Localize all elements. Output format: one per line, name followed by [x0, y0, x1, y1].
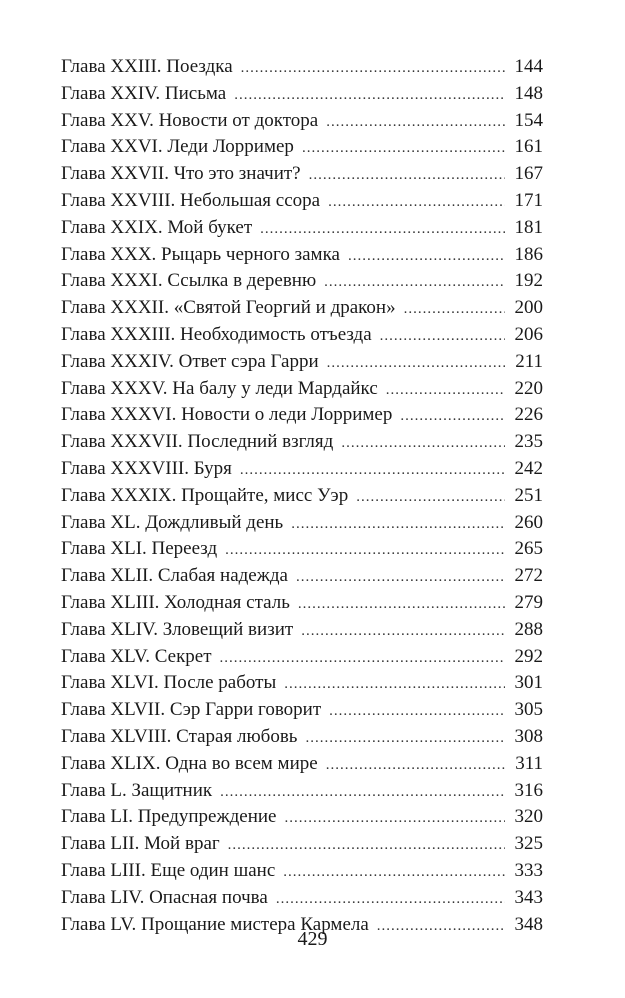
toc-entry-title: Глава XLII. Слабая надежда: [61, 565, 288, 587]
toc-dot-leader: [225, 537, 505, 564]
page-number: 429: [297, 928, 328, 950]
toc-entry-page: 305: [514, 699, 543, 721]
toc-entry-title: Глава LI. Предупреждение: [61, 806, 277, 828]
toc-entry-page: 235: [514, 431, 543, 453]
toc-entry-page: 220: [514, 377, 543, 399]
toc-entry: [61, 858, 543, 885]
toc-entry-page: 192: [514, 270, 543, 292]
toc-entry-page: 200: [514, 297, 543, 319]
toc-entry-title: Глава XXIV. Письма: [61, 82, 227, 104]
toc-entry-page: 211: [515, 350, 543, 372]
toc-dot-leader: [276, 886, 505, 913]
toc-entry: [61, 724, 543, 751]
toc-entry-page: 206: [514, 323, 543, 345]
toc-entry-title: Глава XXXV. На балу у леди Мардайкс: [61, 377, 378, 399]
toc-dot-leader: [284, 671, 505, 698]
toc-entry-page: 311: [515, 752, 543, 774]
toc-entry: [61, 644, 543, 671]
toc-dot-leader: [296, 564, 505, 591]
toc-entry-page: 272: [514, 565, 543, 587]
toc-entry-title: Глава XXXIII. Необходимость отъезда: [61, 323, 372, 345]
toc-entry-title: Глава XLIX. Одна во всем мире: [61, 752, 318, 774]
toc-entry-page: 308: [514, 725, 543, 747]
toc-entry: [61, 349, 543, 376]
toc-entry: [61, 429, 543, 456]
toc-entry: [61, 376, 543, 403]
toc-dot-leader: [260, 216, 505, 243]
toc-entry-page: 242: [514, 457, 543, 479]
toc-entry-title: Глава LV. Прощание мистера Кармела: [61, 913, 369, 935]
toc-dot-leader: [240, 457, 505, 484]
toc-entry: [61, 804, 543, 831]
toc-entry: [61, 510, 543, 537]
toc-entry-title: Глава XXV. Новости от доктора: [61, 109, 319, 131]
toc-entry: [61, 242, 543, 269]
toc-entry-title: Глава XXX. Рыцарь черного замка: [61, 243, 340, 265]
toc-entry-page: 301: [514, 672, 543, 694]
table-of-contents: [61, 54, 543, 938]
toc-entry-title: Глава XLVIII. Старая любовь: [61, 725, 298, 747]
toc-entry-title: Глава XXIX. Мой букет: [61, 216, 253, 238]
toc-dot-leader: [326, 109, 505, 136]
toc-entry-page: 251: [514, 484, 543, 506]
toc-entry-page: 325: [514, 833, 543, 855]
toc-dot-leader: [404, 296, 505, 323]
toc-entry: [61, 590, 543, 617]
toc-entry-title: Глава XXVIII. Небольшая ссора: [61, 189, 321, 211]
toc-entry-title: Глава XLVI. После работы: [61, 672, 277, 694]
toc-entry-page: 320: [514, 806, 543, 828]
toc-entry: [61, 778, 543, 805]
toc-entry: [61, 188, 543, 215]
toc-entry-title: Глава XXXVI. Новости о леди Лорример: [61, 404, 393, 426]
toc-entry-page: 343: [514, 886, 543, 908]
toc-entry-title: Глава XXXIV. Ответ сэра Гарри: [61, 350, 319, 372]
toc-entry: [61, 751, 543, 778]
toc-entry-title: Глава XLIII. Холодная сталь: [61, 591, 290, 613]
toc-entry-title: Глава XXXIX. Прощайте, мисс Уэр: [61, 484, 349, 506]
toc-entry: [61, 402, 543, 429]
toc-entry-page: 161: [514, 136, 543, 158]
toc-entry-page: 144: [514, 56, 543, 77]
toc-dot-leader: [241, 55, 505, 82]
toc-dot-leader: [400, 403, 505, 430]
toc-entry: [61, 161, 543, 188]
toc-dot-leader: [380, 323, 505, 350]
toc-dot-leader: [329, 698, 505, 725]
toc-entry-page: 333: [514, 859, 543, 881]
toc-entry-title: Глава XXXVII. Последний взгляд: [61, 431, 334, 453]
toc-dot-leader: [220, 779, 505, 806]
toc-entry-page: 260: [514, 511, 543, 533]
toc-entry-page: 292: [514, 645, 543, 667]
toc-entry: [61, 483, 543, 510]
toc-entry-page: 316: [514, 779, 543, 801]
toc-dot-leader: [309, 162, 505, 189]
toc-entry: [61, 670, 543, 697]
toc-dot-leader: [283, 859, 505, 886]
toc-entry-title: Глава XXVII. Что это значит?: [61, 163, 301, 185]
toc-entry-title: Глава XLVII. Сэр Гарри говорит: [61, 699, 322, 721]
toc-entry: [61, 885, 543, 912]
toc-entry-title: Глава XXIII. Поездка: [61, 56, 233, 77]
toc-entry-page: 181: [514, 216, 543, 238]
toc-entry-title: Глава LIV. Опасная почва: [61, 886, 268, 908]
toc-entry-page: 288: [514, 618, 543, 640]
toc-entry: [61, 268, 543, 295]
toc-dot-leader: [324, 269, 505, 296]
toc-dot-leader: [386, 377, 505, 404]
toc-entry: [61, 295, 543, 322]
toc-entry-page: 186: [514, 243, 543, 265]
toc-entry: [61, 322, 543, 349]
toc-entry-page: 154: [514, 109, 543, 131]
toc-dot-leader: [234, 82, 505, 109]
toc-entry-page: 265: [514, 538, 543, 560]
toc-entry-title: Глава XLI. Переезд: [61, 538, 218, 560]
toc-entry: [61, 108, 543, 135]
toc-entry-title: Глава XXVI. Леди Лорример: [61, 136, 294, 158]
toc-entry: [61, 81, 543, 108]
toc-dot-leader: [302, 135, 505, 162]
toc-dot-leader: [291, 511, 505, 538]
toc-dot-leader: [328, 189, 505, 216]
toc-dot-leader: [298, 591, 505, 618]
toc-dot-leader: [284, 805, 505, 832]
toc-entry: [61, 697, 543, 724]
toc-entry-title: Глава XLIV. Зловещий визит: [61, 618, 294, 640]
toc-entry-page: 171: [514, 189, 543, 211]
toc-entry-title: Глава XLV. Секрет: [61, 645, 212, 667]
toc-entry: [61, 456, 543, 483]
toc-dot-leader: [301, 618, 505, 645]
toc-entry-page: 167: [514, 163, 543, 185]
toc-entry-title: Глава XL. Дождливый день: [61, 511, 284, 533]
toc-entry-page: 348: [514, 913, 543, 935]
toc-entry-page: 148: [514, 82, 543, 104]
toc-dot-leader: [305, 725, 505, 752]
toc-entry: [61, 831, 543, 858]
toc-entry-title: Глава XXXII. «Святой Георгий и дракон»: [61, 297, 396, 319]
toc-dot-leader: [220, 645, 505, 672]
toc-entry-title: Глава LIII. Еще один шанс: [61, 859, 276, 881]
toc-entry: [61, 134, 543, 161]
toc-dot-leader: [341, 430, 505, 457]
toc-dot-leader: [356, 484, 505, 511]
toc-entry-title: Глава XXXI. Ссылка в деревню: [61, 270, 317, 292]
toc-entry-title: Глава XXXVIII. Буря: [61, 457, 232, 479]
toc-entry-page: 226: [514, 404, 543, 426]
toc-dot-leader: [326, 752, 505, 779]
toc-entry-page: 279: [514, 591, 543, 613]
toc-dot-leader: [348, 243, 505, 270]
toc-entry: [61, 563, 543, 590]
toc-entry: [61, 617, 543, 644]
toc-entry: [61, 215, 543, 242]
toc-entry-title: Глава L. Защитник: [61, 779, 213, 801]
toc-entry: [61, 54, 543, 81]
toc-dot-leader: [228, 832, 505, 859]
toc-entry-title: Глава LII. Мой враг: [61, 833, 220, 855]
toc-entry: [61, 536, 543, 563]
toc-dot-leader: [327, 350, 505, 377]
